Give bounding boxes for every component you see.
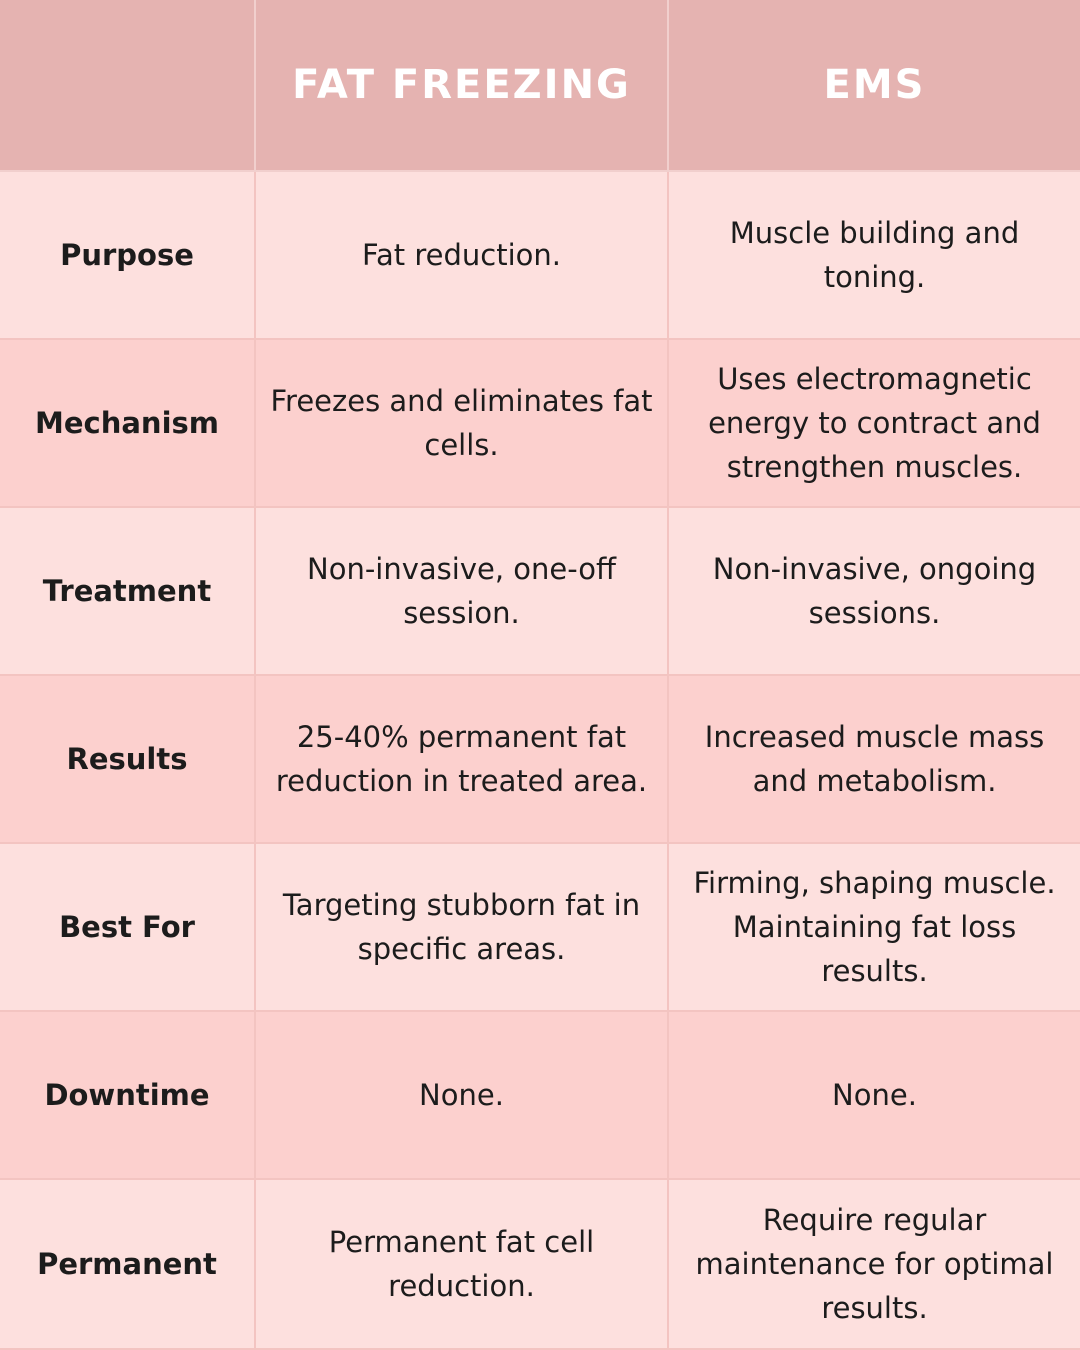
- fat-freezing-cell: Permanent fat cell reduction.: [256, 1180, 669, 1350]
- row-label-purpose: Purpose: [0, 172, 256, 340]
- ems-cell: Require regular maintenance for optimal results.: [669, 1180, 1080, 1350]
- fat-freezing-cell: Fat reduction.: [256, 172, 669, 340]
- header-corner-cell: [0, 0, 256, 172]
- row-label-results: Results: [0, 676, 256, 844]
- header-ems: EMS: [669, 0, 1080, 172]
- fat-freezing-cell: Freezes and eliminates fat cells.: [256, 340, 669, 508]
- ems-cell: Muscle building and toning.: [669, 172, 1080, 340]
- fat-freezing-cell: Targeting stubborn fat in specific areas.: [256, 844, 669, 1012]
- fat-freezing-cell: 25-40% permanent fat reduction in treated area.: [256, 676, 669, 844]
- row-label-mechanism: Mechanism: [0, 340, 256, 508]
- ems-cell: Firming, shaping muscle. Maintaining fat loss results.: [669, 844, 1080, 1012]
- header-fat-freezing: FAT FREEZING: [256, 0, 669, 172]
- ems-cell: None.: [669, 1012, 1080, 1180]
- ems-cell: Non-invasive, ongoing sessions.: [669, 508, 1080, 676]
- row-label-downtime: Downtime: [0, 1012, 256, 1180]
- ems-cell: Uses electromagnetic energy to contract and strengthen muscles.: [669, 340, 1080, 508]
- fat-freezing-cell: None.: [256, 1012, 669, 1180]
- row-label-treatment: Treatment: [0, 508, 256, 676]
- row-label-best-for: Best For: [0, 844, 256, 1012]
- fat-freezing-cell: Non-invasive, one-off session.: [256, 508, 669, 676]
- ems-cell: Increased muscle mass and metabolism.: [669, 676, 1080, 844]
- row-label-permanent: Permanent: [0, 1180, 256, 1350]
